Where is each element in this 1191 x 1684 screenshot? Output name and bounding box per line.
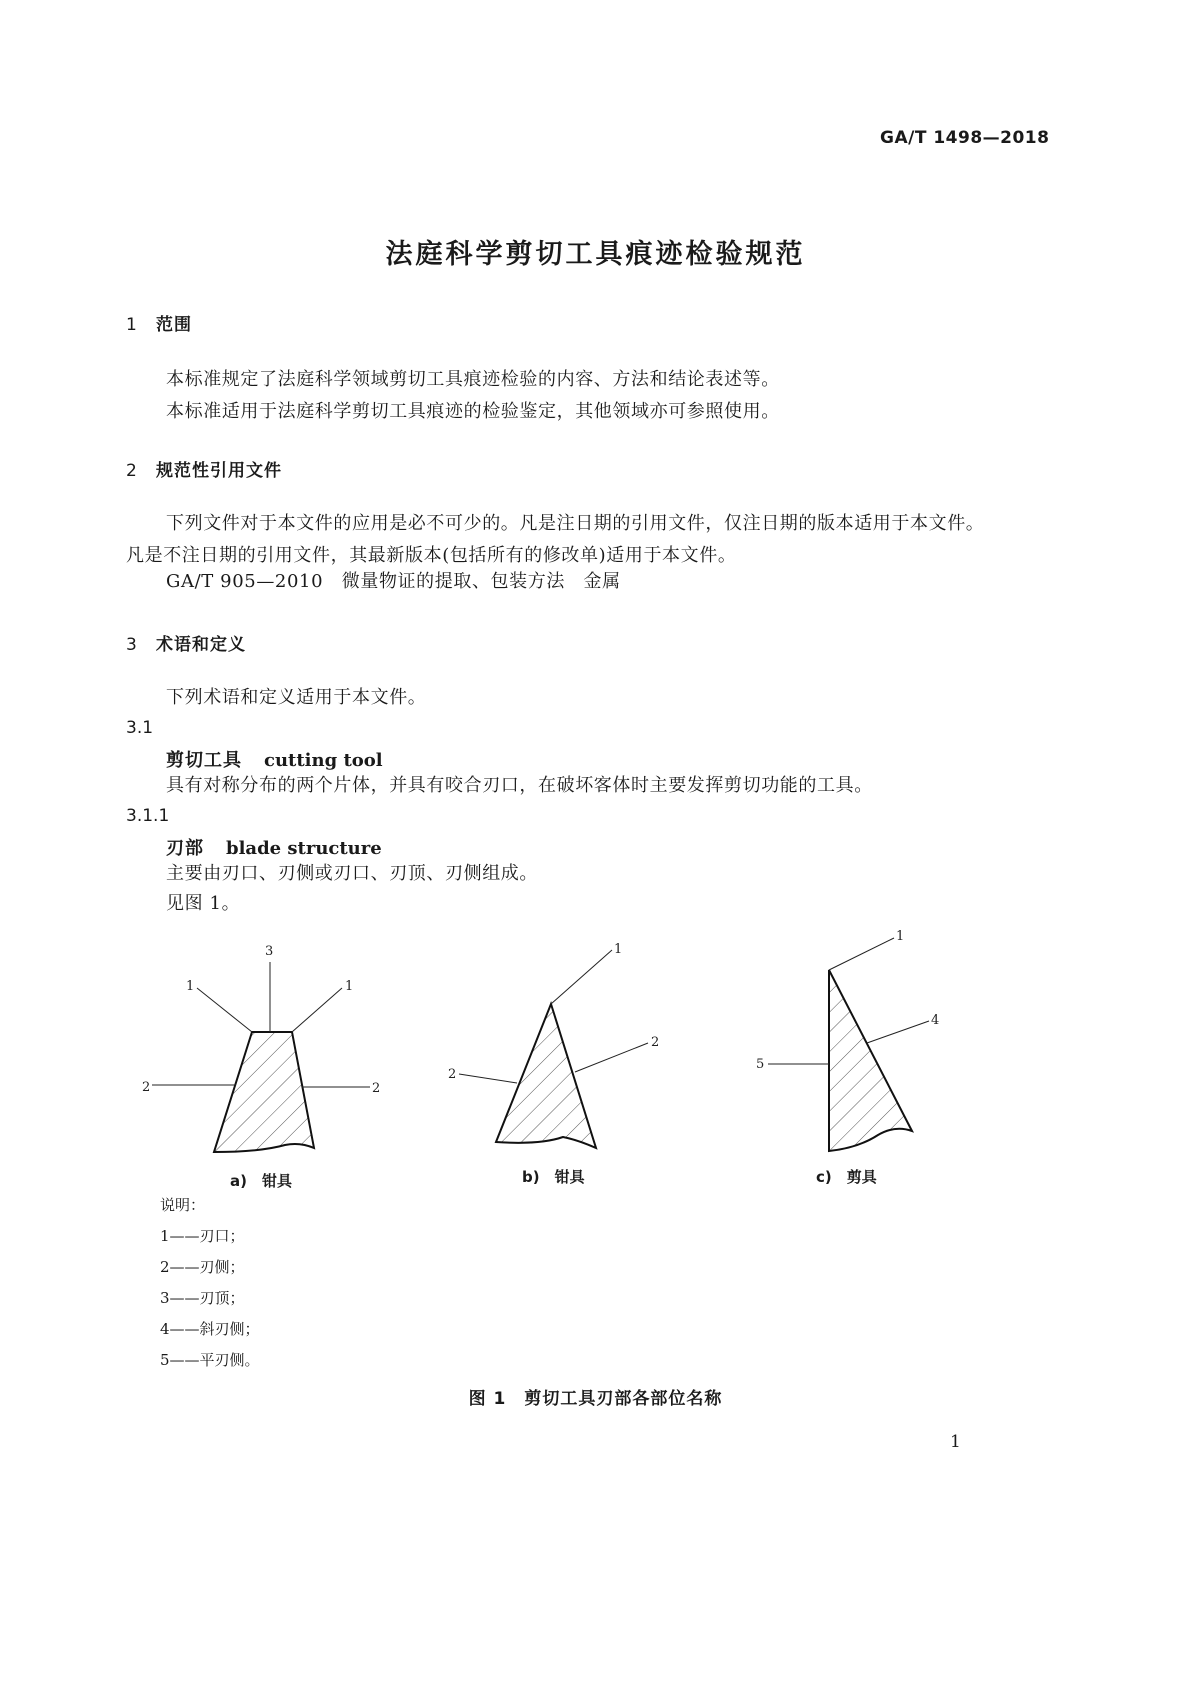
diagram-b-pliers (448, 942, 659, 1148)
section-1-paragraph-2: 本标准适用于法庭科学剪切工具痕迹的检验鉴定，其他领域亦可参照使用。 (166, 401, 780, 422)
legend-heading: 说明： (160, 1196, 206, 1214)
term-definition: 具有对称分布的两个片体，并具有咬合刃口，在破坏客体时主要发挥剪切功能的工具。 (166, 775, 873, 796)
diagram-c-scissors (756, 929, 939, 1151)
legend-item: 2——刃侧； (160, 1258, 245, 1276)
legend-item: 5——平刃侧。 (160, 1351, 260, 1369)
legend-item: 3——刃顶； (160, 1289, 245, 1307)
caption-c: c) 剪具 (816, 1168, 877, 1186)
reference-title: 微量物证的提取、包装方法 金属 (341, 571, 621, 592)
diagram-label: 2 (448, 1067, 457, 1082)
caption-a: a) 钳具 (230, 1172, 292, 1190)
term-english: blade structure (226, 838, 382, 859)
diagram-label: 1 (186, 979, 195, 994)
diagram-label: 5 (756, 1057, 765, 1072)
diagram-label: 3 (265, 944, 274, 959)
figure-reference-note: 见图 1。 (166, 893, 241, 914)
figure-title: 图 1 剪切工具刃部各部位名称 (468, 1389, 723, 1409)
term-definition: 主要由刃口、刃侧或刃口、刃顶、刃侧组成。 (166, 863, 538, 884)
diagram-label: 2 (651, 1035, 660, 1050)
page-number: 1 (950, 1432, 961, 1452)
section-number: 3 (126, 635, 138, 655)
term-number: 3.1.1 (126, 806, 170, 826)
legend-item: 1——刃口； (160, 1227, 245, 1245)
reference-code: GA/T 905—2010 (166, 571, 324, 592)
diagram-label: 2 (372, 1081, 381, 1096)
figure-legend (160, 1190, 260, 1376)
document-title: 法庭科学剪切工具痕迹检验规范 (385, 239, 806, 270)
section-title: 范围 (156, 315, 192, 335)
section-title: 规范性引用文件 (156, 461, 282, 481)
diagram-label: 1 (345, 979, 354, 994)
term-chinese: 剪切工具 (166, 750, 242, 771)
section-2-paragraph: 下列文件对于本文件的应用是必不可少的。凡是注日期的引用文件，仅注日期的版本适用于本文件。凡是不注日期的引用文件，其最新版本(包括所有的修改单)适用于本文件。 (126, 513, 985, 566)
legend-item: 4——斜刃侧； (160, 1320, 260, 1338)
section-title: 术语和定义 (156, 635, 246, 655)
section-number: 1 (126, 315, 138, 335)
diagram-label: 1 (896, 929, 905, 944)
caption-b: b) 钳具 (522, 1168, 585, 1186)
term-chinese: 刃部 (166, 838, 204, 859)
diagram-label: 4 (931, 1013, 940, 1028)
term-english: cutting tool (264, 750, 383, 771)
section-1-paragraph-1: 本标准规定了法庭科学领域剪切工具痕迹检验的内容、方法和结论表述等。 (166, 369, 780, 390)
diagram-label: 1 (614, 942, 623, 957)
standard-code: GA/T 1498—2018 (880, 128, 1050, 148)
term-number: 3.1 (126, 718, 154, 738)
diagram-label: 2 (142, 1080, 151, 1095)
section-3-intro: 下列术语和定义适用于本文件。 (166, 687, 427, 708)
section-number: 2 (126, 461, 138, 481)
diagram-a-pliers (142, 944, 380, 1152)
